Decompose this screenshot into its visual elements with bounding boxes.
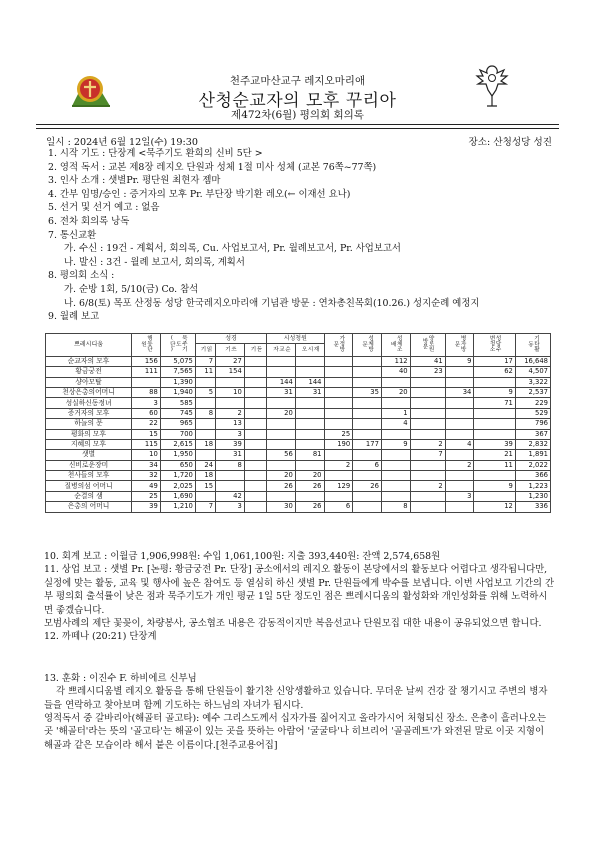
table-cell (244, 502, 266, 512)
table-cell (267, 460, 296, 470)
table-cell (244, 419, 266, 429)
table-row (46, 377, 551, 387)
presidium-name: 질병의섬 어머니 (46, 481, 132, 491)
table-cell: 1,891 (515, 450, 550, 460)
table-cell: 20 (267, 471, 296, 481)
table-cell: 111 (132, 367, 161, 377)
document-title: 산청순교자의 모후 꾸리아 (198, 91, 397, 111)
table-cell (445, 367, 474, 377)
col-write: 쓰기 (216, 344, 245, 356)
agenda-item: 9. 월례 보고 (48, 311, 100, 323)
table-cell: 650 (160, 460, 195, 470)
table-cell: 21 (474, 450, 515, 460)
table-cell (195, 398, 215, 408)
table-cell: 10 (132, 450, 161, 460)
table-cell: 7 (195, 502, 215, 512)
table-cell: 1,390 (160, 377, 195, 387)
agenda-item: 3. 인사 소개 : 샛별Pr. 평단원 최현자 젬마 (48, 175, 221, 187)
presidium-name: 샹아모탈 (46, 377, 132, 387)
table-cell (410, 471, 445, 481)
table-cell (445, 377, 474, 387)
table-cell: 25 (132, 491, 161, 501)
presidium-name: 하늘의 문 (46, 419, 132, 429)
table-cell (216, 398, 245, 408)
table-row (46, 460, 551, 470)
table-cell (195, 450, 215, 460)
table-cell: 1,720 (160, 471, 195, 481)
table-cell (324, 450, 353, 460)
table-cell: 336 (515, 502, 550, 512)
table-cell (244, 481, 266, 491)
table-cell (353, 450, 382, 460)
table-cell: 6 (353, 460, 382, 470)
table-cell: 17 (474, 356, 515, 366)
table-cell: 3,322 (515, 377, 550, 387)
presidium-name: 천사들의 모후 (46, 471, 132, 481)
presidium-name: 증거자의 모후 (46, 408, 132, 418)
business-report: 11. 상업 보고 : 샛별 Pr. [논평: 황금궁전 Pr. 단장] 공소에서의 레지오 활동이 본당에서의 활동보다 어렵다고 생각됩니다만, 실정에 맞는 활동, 교육 및 행사에 높은 참여도 등 열심히 하신 샛별 Pr. 단원들에게 박수를 보냅니다. 이번 사업보고 기간의 간부 평의회 출석률이 낮은 점과 묵주기도가 개인 평균 1일 5단 정도인 점은 쁘레시디움의 활성화와 개인성화를 위해 노력하시면 좋겠습니다. (44, 564, 555, 616)
table-cell: 39 (216, 439, 245, 449)
table-cell (244, 408, 266, 418)
table-cell: 26 (267, 481, 296, 491)
col-group-petition: 시성청원 (267, 334, 324, 344)
table-cell: 20 (267, 408, 296, 418)
presidium-name: 성실하신동정녀 (46, 398, 132, 408)
table-header-row (46, 334, 551, 344)
table-cell (244, 460, 266, 470)
table-cell (410, 398, 445, 408)
table-cell (410, 460, 445, 470)
table-cell (324, 387, 353, 397)
col-church-cleaning: 성당주변청소 (474, 334, 515, 357)
table-cell (244, 387, 266, 397)
table-cell: 11 (474, 460, 515, 470)
table-cell: 4,507 (515, 367, 550, 377)
table-cell: 12 (474, 502, 515, 512)
table-cell: 585 (160, 398, 195, 408)
table-cell: 27 (216, 356, 245, 366)
table-cell (244, 439, 266, 449)
table-cell (353, 471, 382, 481)
table-cell (445, 408, 474, 418)
agenda-item: 6. 전차 회의록 낭독 (48, 215, 130, 227)
table-cell (381, 450, 410, 460)
presidium-name: 황금궁전 (46, 367, 132, 377)
table-cell (445, 429, 474, 439)
table-cell (445, 398, 474, 408)
table-cell: 8 (216, 460, 245, 470)
table-cell: 26 (295, 481, 324, 491)
table-cell (324, 408, 353, 418)
table-row (46, 419, 551, 429)
col-read: 읽기 (195, 344, 215, 356)
header-divider (36, 124, 559, 125)
table-cell: 7,565 (160, 367, 195, 377)
col-group-bible: 성경 (195, 334, 266, 344)
table-cell (353, 419, 382, 429)
table-cell (324, 398, 353, 408)
table-cell (445, 419, 474, 429)
table-row (46, 408, 551, 418)
table-cell: 6 (324, 502, 353, 512)
table-cell (474, 408, 515, 418)
table-cell: 700 (160, 429, 195, 439)
business-report-comment: 모범사례의 제단 꽃꽂이, 차량봉사, 공소협조 내용은 감동적이지만 복음선교나 단원모집 대한 내용이 공유되었으면 합니다. (44, 618, 542, 630)
table-cell (267, 367, 296, 377)
table-cell: 11 (195, 367, 215, 377)
table-cell (324, 356, 353, 366)
table-cell (445, 471, 474, 481)
header-divider-2 (36, 128, 559, 129)
table-cell (381, 491, 410, 501)
table-cell: 229 (515, 398, 550, 408)
meeting-place: 장소: 산청성당 성진 (468, 137, 552, 148)
table-cell: 39 (474, 439, 515, 449)
agenda-list (48, 147, 553, 324)
table-cell (295, 367, 324, 377)
table-row (46, 429, 551, 439)
agenda-item: 8. 평의회 소식 : (48, 270, 115, 282)
table-cell (445, 450, 474, 460)
table-row (46, 439, 551, 449)
agenda-item: 4. 간부 임명/승인 : 증거자의 모후 Pr. 부단장 박기환 레오(← 이재선 요나) (48, 188, 351, 200)
meeting-meta (46, 134, 552, 148)
table-cell (381, 377, 410, 387)
table-cell (324, 471, 353, 481)
table-cell: 34 (445, 387, 474, 397)
table-cell: 30 (267, 502, 296, 512)
agenda-subitem: 나. 6/8(토) 목포 산정동 성당 한국레지오마리애 기념관 방문 : 연차총친목회(10.26.) 성지순례 예정지 (64, 297, 480, 309)
table-cell: 1,950 (160, 450, 195, 460)
table-cell: 15 (195, 481, 215, 491)
col-rosary: 묵주기도(단) (160, 334, 195, 357)
table-cell: 31 (216, 450, 245, 460)
table-cell (244, 491, 266, 501)
table-cell (295, 460, 324, 470)
table-cell (267, 398, 296, 408)
table-cell: 18 (195, 471, 215, 481)
table-cell (244, 356, 266, 366)
homily-title: 13. 훈화 : 이진수 F. 하비에르 신부님 (44, 672, 197, 684)
table-cell: 25 (324, 429, 353, 439)
table-cell: 7 (195, 356, 215, 366)
table-cell: 1,230 (515, 491, 550, 501)
table-cell (353, 398, 382, 408)
table-cell: 2,022 (515, 460, 550, 470)
table-cell: 88 (132, 387, 161, 397)
table-cell: 2,537 (515, 387, 550, 397)
table-cell: 62 (474, 367, 515, 377)
table-cell: 56 (267, 450, 296, 460)
table-cell: 154 (216, 367, 245, 377)
presidium-name: 은총의 어머니 (46, 502, 132, 512)
table-row (46, 491, 551, 501)
table-cell (474, 471, 515, 481)
table-cell: 23 (410, 367, 445, 377)
table-cell (410, 429, 445, 439)
col-other-activity: 기타활동 (515, 334, 550, 357)
table-cell (474, 377, 515, 387)
col-presidium: 쁘레시디움 (46, 334, 132, 357)
table-cell: 60 (132, 408, 161, 418)
table-cell (353, 408, 382, 418)
presidium-name: 평화의 모후 (46, 429, 132, 439)
table-cell (244, 367, 266, 377)
table-cell: 965 (160, 419, 195, 429)
table-cell (381, 471, 410, 481)
table-row (46, 367, 551, 377)
table-row (46, 502, 551, 512)
table-cell (410, 502, 445, 512)
table-cell: 2,832 (515, 439, 550, 449)
table-cell: 20 (295, 471, 324, 481)
table-cell (195, 419, 215, 429)
table-cell (295, 419, 324, 429)
table-cell (353, 367, 382, 377)
table-cell: 35 (353, 387, 382, 397)
table-cell (295, 439, 324, 449)
table-cell (324, 367, 353, 377)
agenda-subitem: 나. 발신 : 3건 - 월례 보고서, 회의록, 계획서 (64, 256, 245, 268)
col-nursing-visit: 양로원방문 (410, 334, 445, 357)
table-cell (410, 491, 445, 501)
presidium-name: 신비로운장미 (46, 460, 132, 470)
table-row (46, 481, 551, 491)
table-cell (244, 398, 266, 408)
table-cell: 4 (381, 419, 410, 429)
table-cell (267, 429, 296, 439)
table-cell (216, 481, 245, 491)
organization-name: 천주교마산교구 레지오마리애 (229, 75, 366, 87)
table-row (46, 387, 551, 397)
table-cell: 129 (324, 481, 353, 491)
table-cell: 9 (445, 356, 474, 366)
table-cell: 3 (216, 429, 245, 439)
document-subtitle: 제472차(6월) 평의회 회의록 (231, 109, 364, 121)
table-cell: 156 (132, 356, 161, 366)
monthly-report-table (45, 333, 551, 513)
table-cell (410, 408, 445, 418)
table-cell (244, 377, 266, 387)
table-cell: 2 (410, 439, 445, 449)
col-home-visit: 가정방문 (324, 334, 353, 357)
table-cell (381, 481, 410, 491)
table-cell: 366 (515, 471, 550, 481)
table-cell (353, 491, 382, 501)
table-cell (353, 429, 382, 439)
table-cell: 16,648 (515, 356, 550, 366)
homily-text: 각 쁘레시디움별 레지오 활동을 통해 단원들이 활기찬 신앙생활하고 있습니다. 무더운 날씨 건강 잘 챙기시고 주변의 병자들을 연락하고 찾아보며 함께 기도하는 하느님의 자녀가 됩시다. (44, 686, 548, 711)
table-cell (445, 502, 474, 512)
table-cell (410, 419, 445, 429)
table-row (46, 356, 551, 366)
table-cell (324, 491, 353, 501)
col-blessed-visit: 성체방문 (353, 334, 382, 357)
table-cell: 2 (410, 481, 445, 491)
agenda-item: 1. 시작 기도 : 단장계 <묵주기도 환희의 신비 5단 > (48, 148, 263, 159)
table-cell: 144 (295, 377, 324, 387)
col-adoration: 성체조배 (381, 334, 410, 357)
table-row (46, 450, 551, 460)
table-cell (353, 502, 382, 512)
presidium-name: 천상은총의어머니 (46, 387, 132, 397)
presidium-name: 순교자의 모후 (46, 356, 132, 366)
table-cell (353, 356, 382, 366)
table-cell (195, 377, 215, 387)
table-cell (267, 491, 296, 501)
table-cell: 34 (132, 460, 161, 470)
table-cell: 20 (381, 387, 410, 397)
table-cell: 13 (216, 419, 245, 429)
table-cell: 1,940 (160, 387, 195, 397)
table-cell (474, 429, 515, 439)
table-cell (267, 419, 296, 429)
table-cell: 26 (295, 502, 324, 512)
table-cell: 9 (474, 481, 515, 491)
table-cell: 40 (381, 367, 410, 377)
table-cell (295, 429, 324, 439)
table-cell (410, 387, 445, 397)
table-cell: 42 (216, 491, 245, 501)
table-cell (381, 398, 410, 408)
table-cell (195, 491, 215, 501)
table-cell: 41 (410, 356, 445, 366)
table-cell: 2 (445, 460, 474, 470)
table-cell: 31 (267, 387, 296, 397)
accounting-report: 10. 회계 보고 : 이월금 1,906,998원: 수입 1,061,100원: 지출 393,440원: 잔액 2,574,658원 (44, 551, 441, 562)
col-active-members: 행동단원 (132, 334, 161, 357)
spiritual-reading-note: 영적독서 중 갈바리아(해골터 골고타): 예수 그리스도께서 십자가를 짊어지고 올라가시어 처형되신 장소. 은총이 흘러나오는 곳 '해골터'라는 뜻의 '골고타'는 해골이 있는 곳을 뜻하는 아람어 '굴굴타'나 히브리어 '골골레트'가 와전된 말로 이곳 지형이 해골과 같은 모습이라 해서 붙은 이름이다.[천주교용어집] (44, 713, 547, 751)
table-cell (381, 460, 410, 470)
table-cell: 3 (132, 398, 161, 408)
table-cell (244, 450, 266, 460)
table-cell: 18 (195, 439, 215, 449)
agenda-item: 2. 영적 독서 : 교본 제8장 레지오 단원과 성체 1절 미사 성체 (교본 76쪽~77쪽) (48, 161, 377, 173)
table-cell: 2 (216, 408, 245, 418)
table-cell (295, 356, 324, 366)
table-cell: 15 (132, 429, 161, 439)
table-cell: 367 (515, 429, 550, 439)
table-cell: 190 (324, 439, 353, 449)
presidium-name: 순결의 샘 (46, 491, 132, 501)
table-cell: 1,690 (160, 491, 195, 501)
table-cell (474, 491, 515, 501)
table-cell (353, 377, 382, 387)
table-cell (267, 439, 296, 449)
table-cell: 9 (381, 439, 410, 449)
minutes-body (44, 550, 556, 752)
table-cell (132, 377, 161, 387)
table-row (46, 398, 551, 408)
table-cell: 529 (515, 408, 550, 418)
table-cell: 3 (216, 502, 245, 512)
table-row (46, 471, 551, 481)
table-cell: 2,025 (160, 481, 195, 491)
table-body (46, 356, 551, 512)
table-cell: 5 (195, 387, 215, 397)
table-cell: 1,223 (515, 481, 550, 491)
col-jaesio: 재시오 (295, 344, 324, 356)
agenda-item: 5. 선거 및 선거 예고 : 없음 (48, 202, 160, 214)
catena: 12. 까떼나 (20:21) 단장계 (44, 631, 157, 643)
agenda-subitem: 가. 수신 : 19건 - 계획서, 회의록, Cu. 사업보고서, Pr. 월례보고서, Pr. 사업보고서 (64, 243, 401, 255)
table-cell: 8 (381, 502, 410, 512)
col-listen: 듣기 (244, 344, 266, 356)
table-cell: 32 (132, 471, 161, 481)
table-cell: 8 (195, 408, 215, 418)
table-cell (244, 471, 266, 481)
table-cell (295, 398, 324, 408)
table-cell: 31 (295, 387, 324, 397)
presidium-name: 지혜의 모후 (46, 439, 132, 449)
table-cell: 5,075 (160, 356, 195, 366)
table-cell: 26 (353, 481, 382, 491)
table-cell (216, 377, 245, 387)
table-cell (381, 429, 410, 439)
table-cell: 22 (132, 419, 161, 429)
table-cell: 745 (160, 408, 195, 418)
table-cell: 7 (410, 450, 445, 460)
table-cell (244, 429, 266, 439)
table-cell: 4 (445, 439, 474, 449)
table-cell: 1,210 (160, 502, 195, 512)
col-martyr: 순교자 (267, 344, 296, 356)
table-cell: 796 (515, 419, 550, 429)
table-cell: 49 (132, 481, 161, 491)
table-cell: 10 (216, 387, 245, 397)
agenda-item: 7. 통신교환 (48, 229, 97, 241)
agenda-subitem: 가. 순방 1회, 5/10(금) Co. 참석 (64, 283, 199, 295)
table-cell (295, 491, 324, 501)
table-cell: 177 (353, 439, 382, 449)
table-cell (295, 408, 324, 418)
table-cell: 81 (295, 450, 324, 460)
presidium-name: 샛별 (46, 450, 132, 460)
meeting-datetime: 일시 : 2024년 6월 12일(수) 19:30 (46, 137, 198, 148)
table-cell (445, 481, 474, 491)
table-cell: 115 (132, 439, 161, 449)
table-cell (216, 471, 245, 481)
table-cell: 2 (324, 460, 353, 470)
table-cell: 39 (132, 502, 161, 512)
table-cell: 1 (381, 408, 410, 418)
table-cell: 144 (267, 377, 296, 387)
table-cell: 24 (195, 460, 215, 470)
col-sick-visit: 병자방문 (445, 334, 474, 357)
table-cell (474, 419, 515, 429)
table-cell: 71 (474, 398, 515, 408)
table-cell: 3 (445, 491, 474, 501)
table-cell (267, 356, 296, 366)
table-cell: 9 (474, 387, 515, 397)
table-cell (324, 419, 353, 429)
table-cell: 112 (381, 356, 410, 366)
table-cell (410, 377, 445, 387)
table-cell (195, 429, 215, 439)
table-cell: 2,615 (160, 439, 195, 449)
table-cell (324, 377, 353, 387)
